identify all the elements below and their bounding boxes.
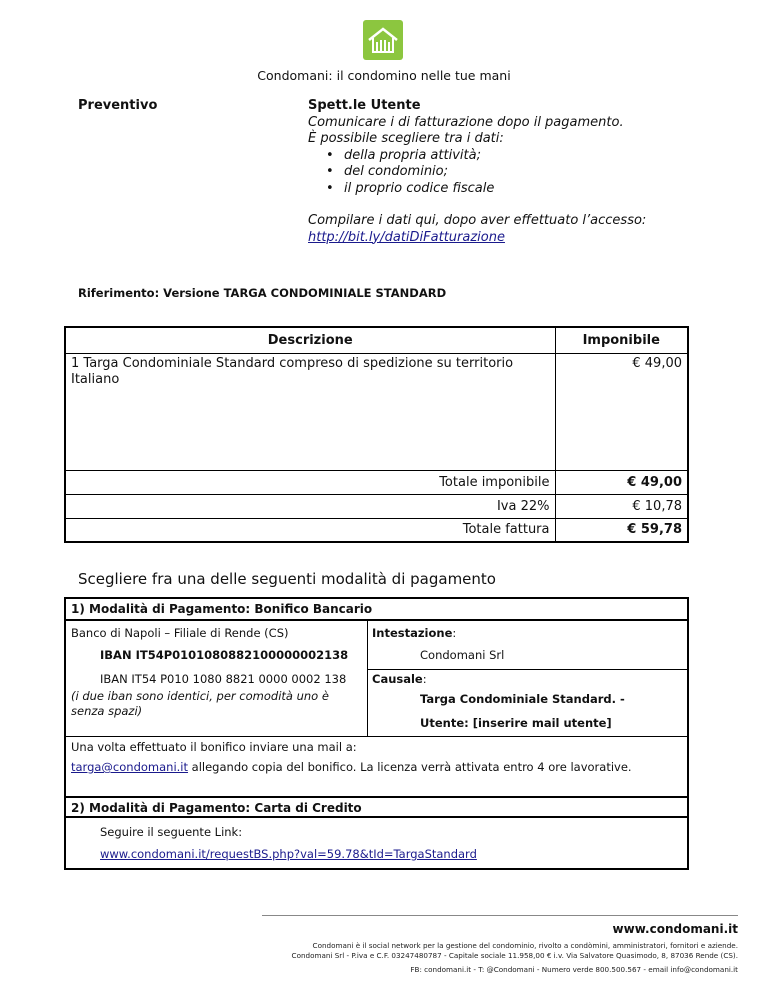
intestazione-value: Condomani Srl: [420, 648, 505, 662]
list-item: • il proprio codice fiscale: [326, 181, 708, 198]
list-item: • della propria attività;: [326, 148, 708, 165]
bank-name: Banco di Napoli – Filiale di Rende (CS): [71, 626, 289, 640]
causale-label: Causale: [372, 672, 423, 686]
credit-card-title: 2) Modalità di Pagamento: Carta di Credito: [66, 796, 687, 818]
after-transfer-text: Una volta effettuato il bonifico inviare una mail a:: [71, 740, 357, 754]
recipient-title: Spett.le Utente: [308, 98, 421, 113]
follow-link-text: Seguire il seguente Link:: [100, 825, 243, 839]
footer-website[interactable]: www.condomani.it: [612, 922, 738, 936]
footer-divider: [262, 915, 738, 916]
intestazione-label: Intestazione: [372, 626, 453, 640]
targa-email-link[interactable]: targa@condomani.it: [71, 760, 189, 774]
tagline: Condomani: il condomino nelle tue mani: [257, 68, 511, 83]
payment-intro: Scegliere fra una delle seguenti modalità di pagamento: [78, 570, 496, 588]
compile-text: Compilare i dati qui, dopo aver effettuato l’accesso:: [308, 213, 647, 228]
iban-compact: IBAN IT54P0101080882100000002138: [100, 648, 349, 662]
causale-line2: Utente: [inserire mail utente]: [420, 716, 612, 730]
header-description: Descrizione: [65, 327, 555, 353]
email-instructions: [71, 760, 671, 775]
reference-title: Riferimento: Versione TARGA CONDOMINIALE STANDARD: [78, 286, 447, 300]
list-item: • del condominio;: [326, 164, 708, 181]
preventivo-label: Preventivo: [78, 98, 158, 113]
condomani-logo-icon: [363, 20, 403, 60]
recipient-line1: Comunicare i di fatturazione dopo il pagamento.: [308, 114, 624, 130]
total-taxable-label: Totale imponibile: [65, 470, 555, 494]
footer-line3: FB: condomani.it - T: @Condomani - Numero verde 800.500.567 - email info@condomani.it: [410, 965, 738, 974]
email-rest-text: allegando copia del bonifico. La licenza verrà attivata entro 4 ore lavorative.: [188, 760, 632, 774]
total-invoice-label: Totale fattura: [65, 518, 555, 542]
credit-card-link-wrap: [100, 847, 477, 862]
item-description: 1 Targa Condominiale Standard compreso di spedizione su territorio Italiano: [65, 353, 555, 470]
iban-note: (i due iban sono identici, per comodità uno è senza spazi): [71, 689, 329, 718]
header-amount: Imponibile: [555, 327, 688, 353]
item-amount: € 49,00: [555, 353, 688, 470]
billing-data-link[interactable]: http://bit.ly/datiDiFatturazione: [308, 229, 505, 245]
recipient-block: [308, 98, 708, 246]
causale-line1: Targa Condominiale Standard. -: [420, 692, 625, 706]
quote-table: [64, 326, 689, 543]
bank-transfer-title: 1) Modalità di Pagamento: Bonifico Bancario: [66, 599, 687, 621]
payment-frame: [64, 597, 689, 870]
vat-value: € 10,78: [555, 494, 688, 518]
vat-label: Iva 22%: [65, 494, 555, 518]
total-invoice-value: € 59,78: [555, 518, 688, 542]
footer-line1: Condomani è il social network per la gestione del condominio, rivolto a condòmini, amministratori, fornitori e aziende.: [312, 941, 738, 950]
intestazione-field: Intestazione:: [372, 626, 457, 640]
recipient-line2: È possibile scegliere tra i dati:: [308, 131, 504, 146]
recipient-options: [326, 148, 708, 198]
total-taxable-value: € 49,00: [555, 470, 688, 494]
credit-card-link[interactable]: www.condomani.it/requestBS.php?val=59.78&tId=TargaStandard: [100, 847, 477, 861]
iban-spaced: IBAN IT54 P010 1080 8821 0000 0002 138: [100, 672, 347, 686]
causale-field: Causale:: [372, 672, 427, 686]
footer-line2: Condomani Srl - P.iva e C.F. 03247480787 - Capitale sociale 11.958,00 € i.v. Via Salvatore Quasimodo, 8, 87036 Rende (CS).: [291, 951, 738, 960]
